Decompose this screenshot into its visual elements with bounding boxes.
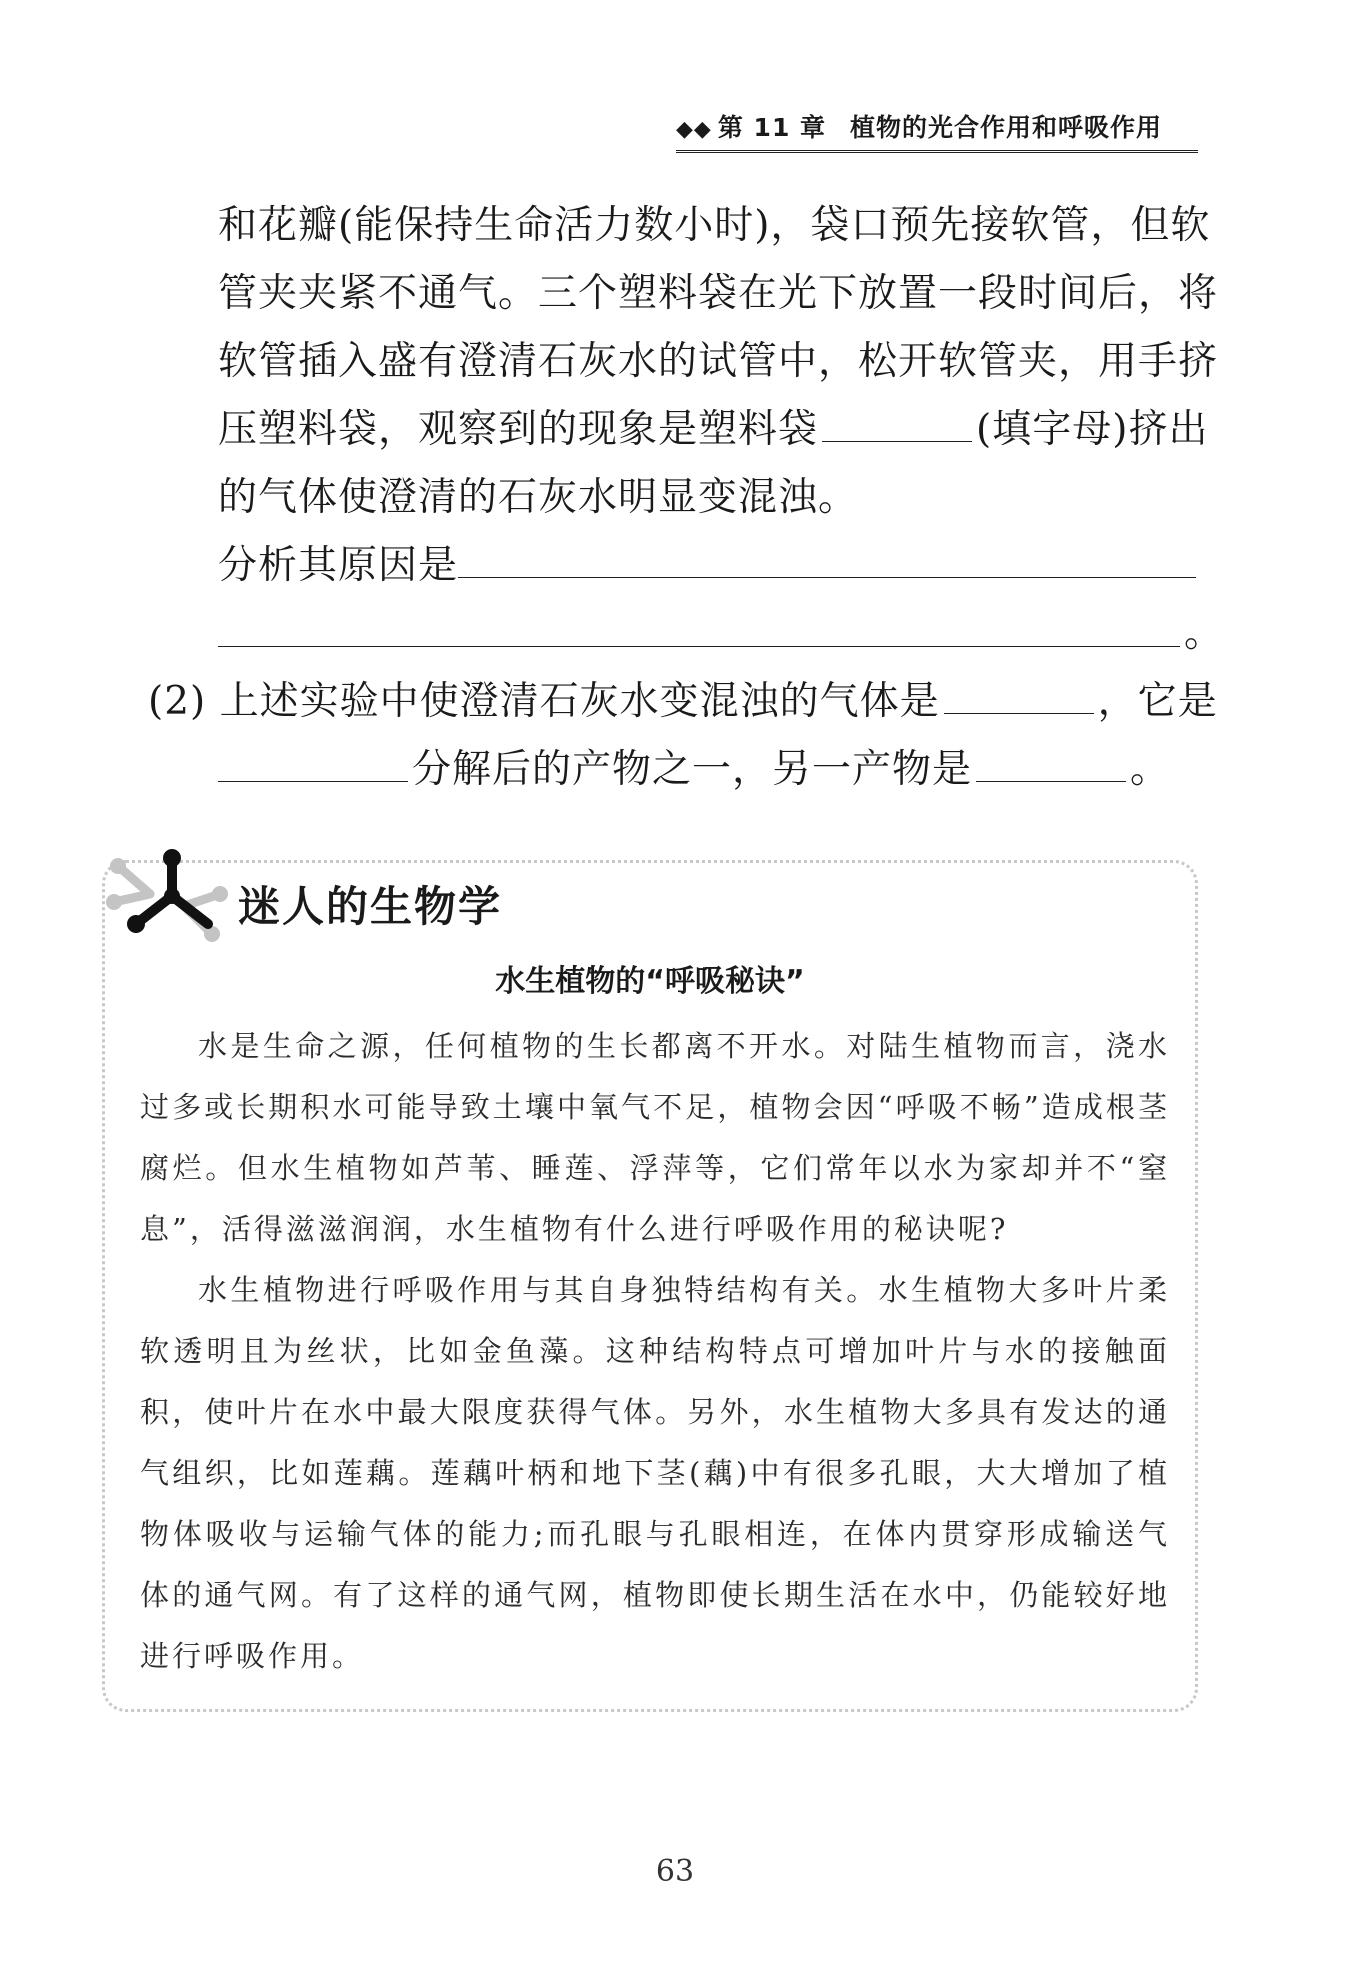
page-number: 63	[655, 1854, 695, 1889]
exercise-line: 软管插入盛有澄清石灰水的试管中，松开软管夹，用手挤	[218, 339, 1219, 384]
exercise-text: 。	[1184, 611, 1225, 656]
exercise-line	[218, 736, 1202, 804]
answer-blank-letter[interactable]	[822, 401, 972, 442]
exercise-text: (填字母)挤出	[976, 407, 1209, 452]
exercise-line	[218, 396, 1209, 464]
chapter-number: 第 11 章	[717, 113, 827, 142]
exercise-block	[148, 192, 1225, 804]
exercise-text: 分析其原因是	[218, 543, 459, 588]
exercise-line: 的气体使澄清的石灰水明显变混浊。	[218, 475, 859, 520]
chapter-title: 植物的光合作用和呼吸作用	[850, 113, 1163, 142]
diamond-icon: ◆◆	[676, 117, 712, 142]
section-header	[100, 846, 1200, 956]
exercise-text: 分解后的产物之一，另一产物是	[412, 747, 973, 792]
answer-blank-reason-cont[interactable]	[218, 600, 1180, 647]
exercise-line	[148, 668, 1218, 736]
article-paragraph: 水是生命之源，任何植物的生长都离不开水。对陆生植物而言，浇水过多或长期积水可能导致土壤中氧气不足，植物会因“呼吸不畅”造成根茎腐烂。但水生植物如芦苇、睡莲、浮萍等，它们常年以水为家却并不“窒息”，活得滋滋润润，水生植物有什么进行呼吸作用的秘诀呢?	[140, 1029, 1170, 1246]
running-header	[676, 108, 1198, 153]
section-title: 迷人的生物学	[238, 882, 503, 931]
article-paragraph: 水生植物进行呼吸作用与其自身独特结构有关。水生植物大多叶片柔软透明且为丝状，比如金鱼藻。这种结构特点可增加叶片与水的接触面积，使叶片在水中最大限度获得气体。另外，水生植物大多具有发达的通气组织，比如莲藕。莲藕叶柄和地下茎(藕)中有很多孔眼，大大增加了植物体吸收与运输气体的能力;而孔眼与孔眼相连，在体内贯穿形成输送气体的通气网。有了这样的通气网，植物即使长期生活在水中，仍能较好地进行呼吸作用。	[140, 1273, 1170, 1673]
exercise-text: (2) 上述实验中使澄清石灰水变混浊的气体是	[148, 679, 940, 724]
answer-blank-reason[interactable]	[458, 537, 1196, 578]
molecule-icon	[100, 846, 235, 956]
exercise-line	[218, 600, 1225, 668]
article-body	[140, 1016, 1170, 1687]
exercise-text: 。	[1130, 747, 1171, 792]
exercise-text: ，它是	[1097, 679, 1218, 724]
article-title: 水生植物的“呼吸秘诀”	[495, 964, 805, 999]
exercise-line	[218, 532, 1202, 600]
answer-blank-gas[interactable]	[944, 673, 1094, 714]
exercise-line: 和花瓣(能保持生命活力数小时)，袋口预先接软管，但软	[218, 203, 1211, 248]
exercise-line: 管夹夹紧不通气。三个塑料袋在光下放置一段时间后，将	[218, 271, 1219, 316]
answer-blank-product[interactable]	[976, 741, 1126, 782]
answer-blank-substance[interactable]	[218, 741, 408, 782]
exercise-text: 压塑料袋，观察到的现象是塑料袋	[218, 407, 819, 452]
